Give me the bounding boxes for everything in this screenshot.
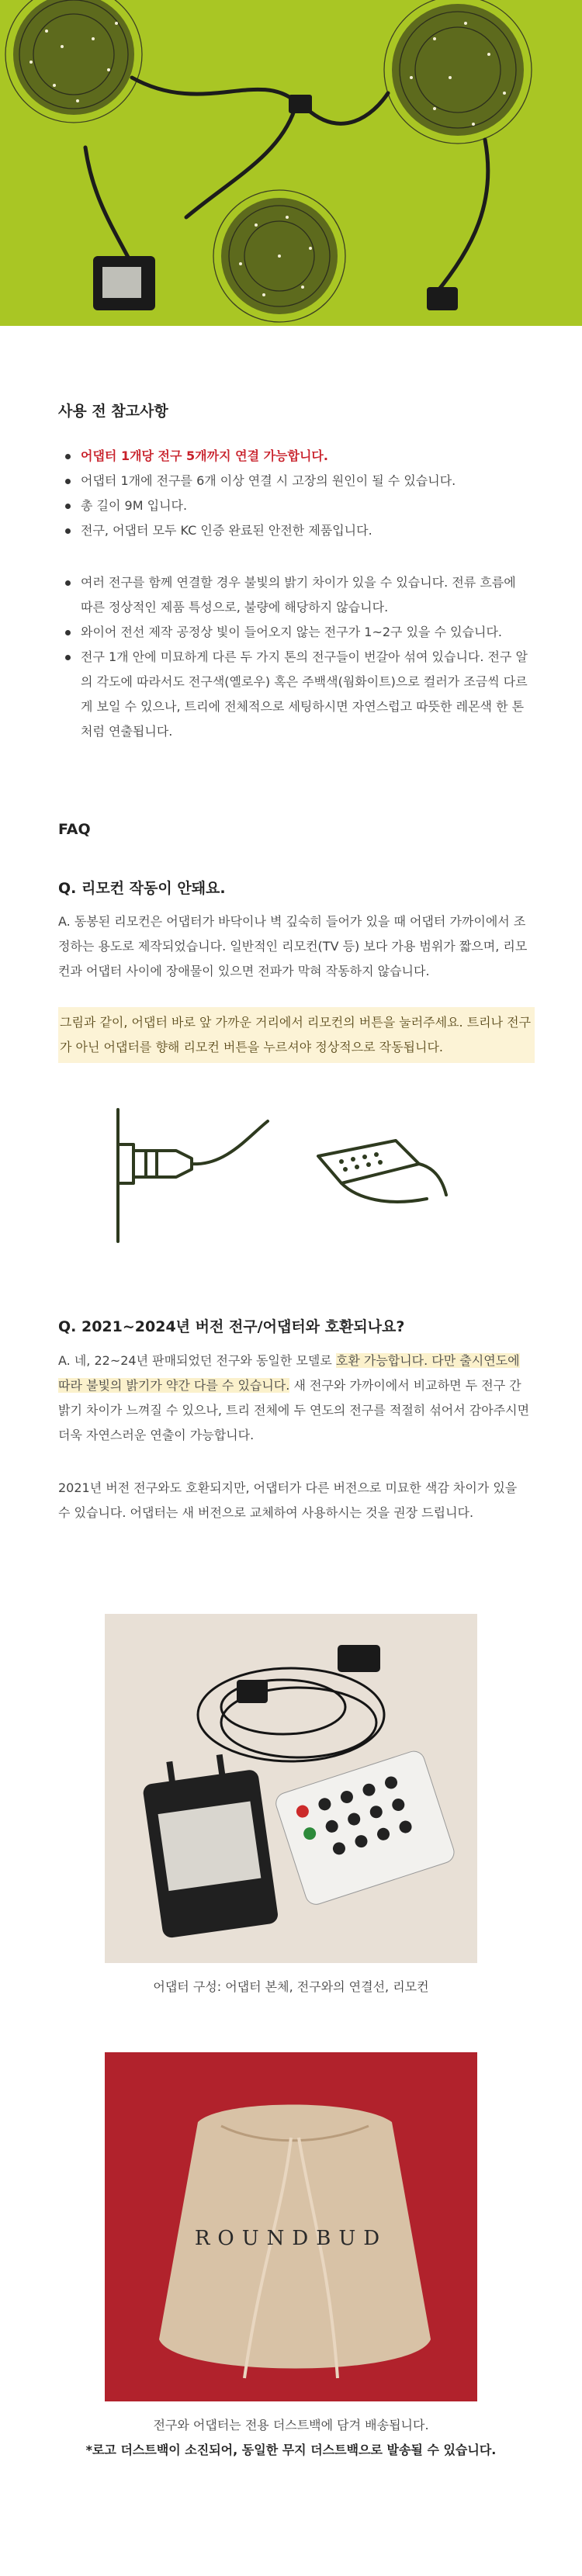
precautions-title: 사용 전 참고사항: [58, 403, 168, 420]
dustbag-caption: 전구와 어댑터는 전용 더스트백에 담겨 배송됩니다.: [153, 2418, 429, 2432]
faq-answer-compat: A. 네, 22~24년 판매되었던 전구와 동일한 모델로 호환 가능합니다. 다만 출시연도에 따라 불빛의 밝기가 약간 다를 수 있습니다. 새 전구와 가까이에서 비교하면 두 전구 간 밝기 차이가 느껴질 수 있으나, 트리 전체에 두 연도의 전구를 적절히 섞어서 감아주시면 더욱 자연스러운 연출이 가능합니다.: [58, 1353, 530, 1442]
precautions-list-1: [62, 444, 535, 543]
list-item: 어댑터 1개에 전구를 6개 이상 연결 시 고장의 원인이 될 수 있습니다.: [81, 469, 535, 493]
list-item: 여러 전구를 함께 연결할 경우 불빛의 밝기 차이가 있을 수 있습니다. 전류 흐름에 따른 정상적인 제품 특성으로, 불량에 해당하지 않습니다.: [81, 570, 528, 620]
list-item: 전구, 어댑터 모두 KC 인증 완료된 안전한 제품입니다.: [81, 518, 535, 543]
list-item: 와이어 전선 제작 공정상 빛이 들어오지 않는 전구가 1~2구 있을 수 있습니다.: [81, 620, 528, 645]
faq-question-remote: Q. 리모컨 작동이 안돼요.: [58, 880, 226, 897]
precautions-list-2: [62, 570, 528, 744]
hero-photo: [0, 0, 582, 326]
faq-answer-remote-highlight: 그림과 같이, 어댑터 바로 앞 가까운 거리에서 리모컨의 버튼을 눌러주세요. 트리나 전구가 아닌 어댑터를 향해 리모컨 버튼을 누르셔야 정상적으로 작동됩니다.: [58, 1007, 535, 1063]
remote-usage-illustration: [109, 1106, 473, 1245]
faq-question-compat: Q. 2021~2024년 버전 전구/어댑터와 호환되나요?: [58, 1318, 405, 1335]
faq-answer-remote: A. 동봉된 리모컨은 어댑터가 바닥이나 벽 깊숙히 들어가 있을 때 어댑터 가까이에서 조정하는 용도로 제작되었습니다. 일반적인 리모컨(TV 등) 보다 가용 범위가 짧으며, 리모컨과 어댑터 사이에 장애물이 있으면 전파가 막혀 작동하지 않습니다.: [58, 914, 528, 978]
compat-highlight: 호환 가능합니다. 다만 출시연도에 따라 불빛의 밝기가 약간 다를 수 있습니다.: [58, 1353, 520, 1393]
list-item: 전구 1개 안에 미묘하게 다른 두 가지 톤의 전구들이 번갈아 섞여 있습니다. 전구 알의 각도에 따라서도 전구색(옐로우) 혹은 주백색(웜화이트)으로 컬러가 조금씩 다르게 보일 수 있으나, 트리에 전체적으로 세팅하시면 자연스럽고 따뜻한 레몬색 한 톤처럼 연출됩니다.: [81, 645, 528, 744]
faq-answer-compat-2: 2021년 버전 전구와도 호환되지만, 어댑터가 다른 버전으로 미묘한 색감 차이가 있을 수 있습니다. 어댑터는 새 버전으로 교체하여 사용하시는 것을 권장 드립니다.: [58, 1480, 518, 1520]
adapter-caption: 어댑터 구성: 어댑터 본체, 전구와의 연결선, 리모컨: [153, 1979, 429, 1994]
dustbag-logo: ROUNDBUD: [194, 2227, 388, 2250]
faq-title: FAQ: [58, 821, 91, 838]
list-item: 어댑터 1개당 전구 5개까지 연결 가능합니다.: [81, 444, 535, 469]
dustbag-note: *로고 더스트백이 소진되어, 동일한 무지 더스트백으로 발송될 수 있습니다.: [85, 2443, 497, 2457]
list-item: 총 길이 9M 입니다.: [81, 493, 535, 518]
adapter-photo: [105, 1614, 477, 1963]
